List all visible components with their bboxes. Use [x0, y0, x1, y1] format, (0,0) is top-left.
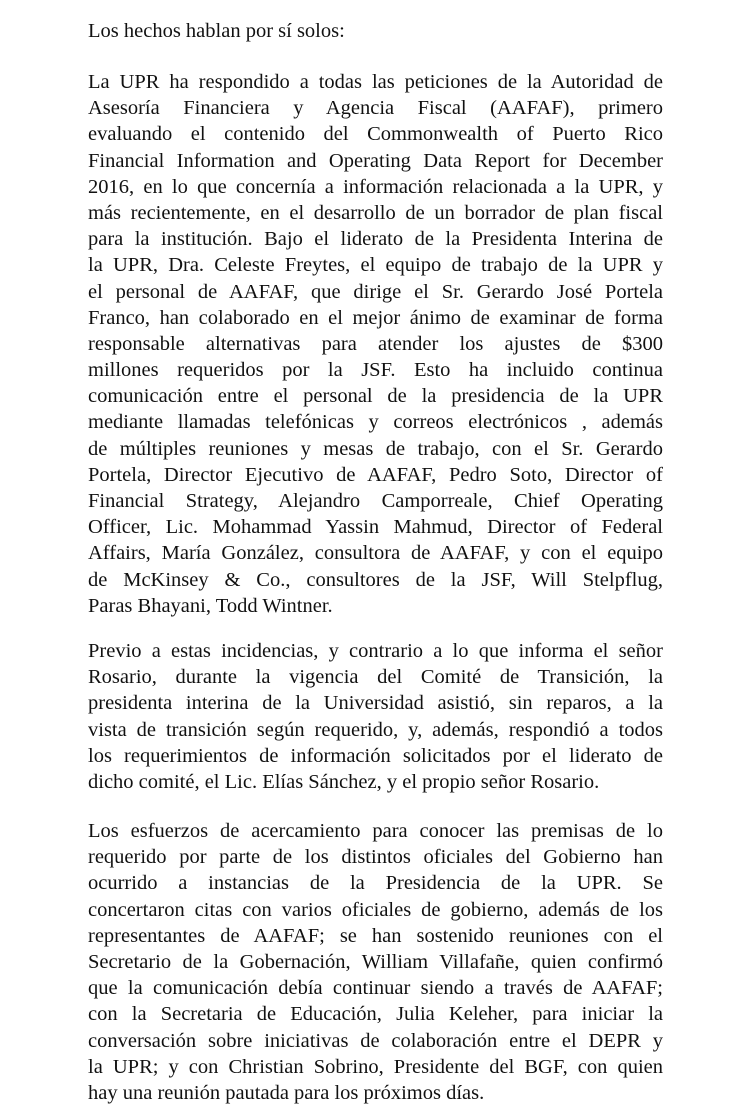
- text-line: millones requeridos por la JSF. Esto ha incluido continua: [88, 359, 663, 382]
- text-line: Asesoría Financiera y Agencia Fiscal (AAFAF), primero: [88, 97, 663, 120]
- paragraph-2: [88, 638, 663, 795]
- text-line: ocurrido a instancias de la Presidencia de la UPR. Se: [88, 872, 663, 895]
- text-line: requerido por parte de los distintos oficiales del Gobierno han: [88, 846, 663, 869]
- text-line: la UPR, Dra. Celeste Freytes, el equipo de trabajo de la UPR y: [88, 254, 663, 277]
- text-line: La UPR ha respondido a todas las peticiones de la Autoridad de: [88, 71, 663, 93]
- text-line: Rosario, durante la vigencia del Comité de Transición, la: [88, 666, 663, 689]
- text-line: Officer, Lic. Mohammad Yassin Mahmud, Director of Federal: [88, 516, 663, 539]
- text-line: Los hechos hablan por sí solos:: [88, 20, 345, 42]
- text-line: mediante llamadas telefónicas y correos electrónicos , además: [88, 411, 663, 434]
- intro-line: [88, 18, 663, 44]
- text-line: Previo a estas incidencias, y contrario a lo que informa el señor: [88, 640, 663, 662]
- text-line: Paras Bhayani, Todd Wintner.: [88, 594, 333, 617]
- text-line: 2016, en lo que concernía a información relacionada a la UPR, y: [88, 175, 663, 198]
- paragraph-3: [88, 818, 663, 1106]
- text-line: responsable alternativas para atender los ajustes de $300: [88, 332, 663, 355]
- text-line: más recientemente, en el desarrollo de un borrador de plan fiscal: [88, 201, 663, 224]
- text-line: evaluando el contenido del Commonwealth of Puerto Rico: [88, 123, 663, 146]
- text-line: concertaron citas con varios oficiales de gobierno, además de los: [88, 898, 663, 921]
- text-line: de múltiples reuniones y mesas de trabajo, con el Sr. Gerardo: [88, 437, 663, 460]
- text-line: dicho comité, el Lic. Elías Sánchez, y el propio señor Rosario.: [88, 770, 600, 793]
- text-line: vista de transición según requerido, y, además, respondió a todos: [88, 718, 663, 741]
- text-line: Franco, han colaborado en el mejor ánimo de examinar de forma: [88, 306, 663, 329]
- text-line: Financial Information and Operating Data Report for December: [88, 149, 663, 172]
- text-line: Secretario de la Gobernación, William Villafañe, quien confirmó: [88, 950, 663, 973]
- text-line: con la Secretaria de Educación, Julia Keleher, para iniciar la: [88, 1003, 663, 1026]
- text-line: Financial Strategy, Alejandro Camporreale, Chief Operating: [88, 490, 663, 512]
- text-line: de McKinsey & Co., consultores de la JSF, Will Stelpflug,: [88, 568, 663, 591]
- text-line: la UPR; y con Christian Sobrino, Presidente del BGF, con quien: [88, 1055, 663, 1078]
- text-line: hay una reunión pautada para los próximos días.: [88, 1081, 485, 1104]
- text-line: presidenta interina de la Universidad asistió, sin reparos, a la: [88, 692, 663, 715]
- text-line: los requerimientos de información solicitados por el liderato de: [88, 744, 663, 767]
- text-line: Los esfuerzos de acercamiento para conocer las premisas de lo: [88, 820, 663, 842]
- text-line: representantes de AAFAF; se han sostenido reuniones con el: [88, 924, 663, 947]
- text-line: para la institución. Bajo el liderato de la Presidenta Interina de: [88, 228, 663, 251]
- text-line: Portela, Director Ejecutivo de AAFAF, Pedro Soto, Director of: [88, 463, 663, 486]
- text-line: que la comunicación debía continuar siendo a través de AAFAF;: [88, 977, 663, 1000]
- text-line: conversación sobre iniciativas de colaboración entre el DEPR y: [88, 1029, 663, 1052]
- text-line: el personal de AAFAF, que dirige el Sr. Gerardo José Portela: [88, 280, 663, 303]
- paragraph-1: [88, 69, 663, 619]
- text-line: Affairs, María González, consultora de AAFAF, y con el equipo: [88, 542, 663, 565]
- text-line: comunicación entre el personal de la presidencia de la UPR: [88, 385, 663, 408]
